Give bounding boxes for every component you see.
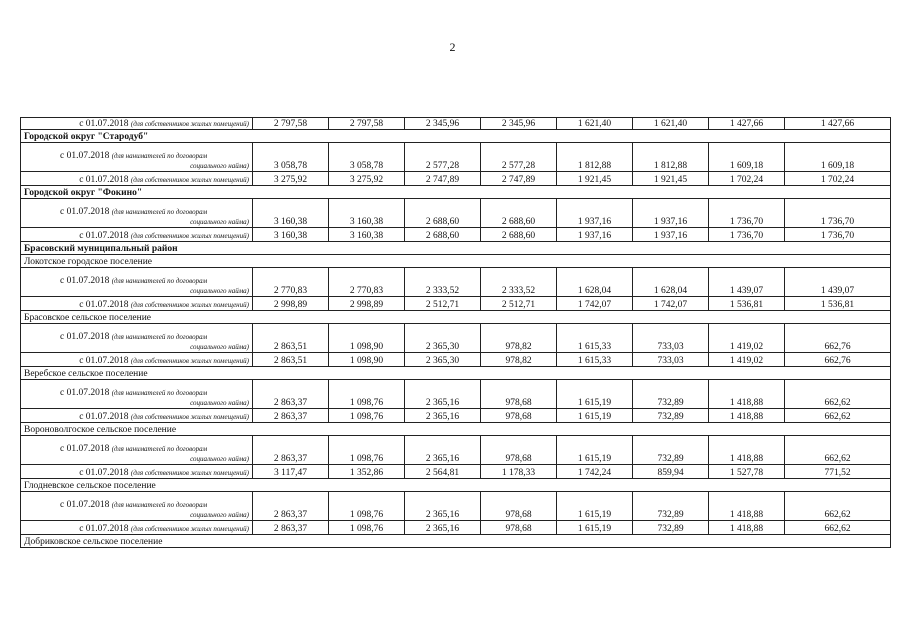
tariff-table [20,117,891,548]
table-cell-value: 1 418,88 [709,436,785,465]
table-cell-value: 1 742,24 [557,465,633,479]
table-cell-value: 771,52 [785,465,891,479]
table-cell-value: 1 178,33 [481,465,557,479]
table-cell-value: 1 536,81 [785,297,891,311]
table-cell-value: 2 863,37 [253,492,329,521]
table-cell-value: 2 797,58 [329,118,405,130]
table-cell-value: 1 615,19 [557,409,633,423]
table-cell-value: 1 615,19 [557,521,633,535]
table-cell-value: 662,62 [785,409,891,423]
table-row [21,436,891,465]
row-note: (для нанимателей по договорам [111,208,208,216]
table-cell-value: 2 863,51 [253,324,329,353]
row-note: социального найма) [190,287,249,295]
row-date: с 01.07.2018 [79,356,129,366]
table-cell-value: 1 536,81 [709,297,785,311]
table-cell-value: 1 352,86 [329,465,405,479]
table-cell-value: 2 863,37 [253,436,329,465]
section-row [21,367,891,380]
table-cell-value: 732,89 [633,492,709,521]
table-cell-value: 1 628,04 [633,268,709,297]
row-label [21,228,253,242]
row-label [21,436,253,465]
row-label-line-1 [24,468,249,478]
row-label [21,199,253,228]
row-label-line-1 [24,300,249,310]
row-note: (для нанимателей по договорам [111,389,208,397]
table-cell-value: 1 098,76 [329,436,405,465]
table-cell-value: 2 365,30 [405,353,481,367]
section-title: Веребское сельское поселение [21,367,891,380]
table-cell-value: 1 615,19 [557,380,633,409]
table-cell-value: 1 921,45 [557,172,633,186]
section-title: Локотское городское поселение [21,255,891,268]
section-title: Городской округ "Фокино" [21,186,891,199]
table-row [21,118,891,130]
section-row [21,311,891,324]
row-label-line-1 [24,356,249,366]
table-cell-value: 1 812,88 [633,143,709,172]
row-label-line-1 [24,388,249,398]
table-row [21,199,891,228]
table-cell-value: 732,89 [633,409,709,423]
table-cell-value: 1 098,90 [329,324,405,353]
table-cell-value: 1 609,18 [709,143,785,172]
row-label-line-1 [24,207,249,217]
page-number: 2 [449,40,456,54]
row-label-line-2 [24,217,249,227]
table-cell-value: 1 742,07 [557,297,633,311]
table-cell-value: 662,76 [785,324,891,353]
row-label-line-2 [24,510,249,520]
row-note: социального найма) [190,399,249,407]
table-cell-value: 3 160,38 [253,228,329,242]
table-cell-value: 1 615,33 [557,353,633,367]
section-row [21,423,891,436]
table-cell-value: 2 512,71 [405,297,481,311]
row-label-line-1 [24,175,249,185]
table-cell-value: 1 812,88 [557,143,633,172]
row-label [21,143,253,172]
table-cell-value: 1 098,76 [329,380,405,409]
table-cell-value: 1 742,07 [633,297,709,311]
table-cell-value: 2 688,60 [405,228,481,242]
table-cell-value: 1 418,88 [709,521,785,535]
row-label [21,380,253,409]
table-cell-value: 733,03 [633,324,709,353]
table-cell-value: 1 418,88 [709,409,785,423]
table-cell-value: 1 628,04 [557,268,633,297]
row-label [21,353,253,367]
table-cell-value: 1 527,78 [709,465,785,479]
row-note: (для нанимателей по договорам [111,277,208,285]
section-row [21,255,891,268]
section-title: Брасовский муниципальный район [21,242,891,255]
row-note: (для нанимателей по договорам [111,333,208,341]
table-cell-value: 2 770,83 [253,268,329,297]
table-cell-value: 1 615,19 [557,492,633,521]
section-row [21,242,891,255]
row-label-line-1 [24,524,249,534]
table-cell-value: 1 937,16 [633,228,709,242]
row-label-line-2 [24,454,249,464]
row-date: с 01.07.2018 [60,444,110,454]
row-label-line-1 [24,412,249,422]
row-label [21,521,253,535]
table-cell-value: 2 998,89 [253,297,329,311]
table-cell-value: 3 275,92 [253,172,329,186]
table-cell-value: 978,82 [481,324,557,353]
table-cell-value: 733,03 [633,353,709,367]
table-cell-value: 3 117,47 [253,465,329,479]
section-row [21,535,891,548]
table-row [21,324,891,353]
table-cell-value: 2 863,37 [253,521,329,535]
row-date: с 01.07.2018 [60,276,110,286]
table-cell-value: 978,68 [481,409,557,423]
table-cell-value: 1 419,02 [709,353,785,367]
table-cell-value: 1 098,90 [329,353,405,367]
table-cell-value: 3 058,78 [253,143,329,172]
row-label-line-1 [24,231,249,241]
table-cell-value: 1 937,16 [557,199,633,228]
table-cell-value: 1 621,40 [633,118,709,130]
row-note: (для нанимателей по договорам [111,152,208,160]
section-title: Городской округ "Стародуб" [21,130,891,143]
table-cell-value: 3 275,92 [329,172,405,186]
row-label [21,409,253,423]
row-note: (для нанимателей по договорам [111,501,208,509]
row-label-line-1 [24,151,249,161]
table-cell-value: 2 770,83 [329,268,405,297]
table-cell-value: 1 736,70 [785,228,891,242]
table-cell-value: 978,68 [481,492,557,521]
table-cell-value: 1 418,88 [709,492,785,521]
table-cell-value: 2 688,60 [481,199,557,228]
table-cell-value: 1 427,66 [785,118,891,130]
table-row [21,465,891,479]
row-note: (для собственников жилых помещений) [130,301,249,309]
row-label-line-2 [24,342,249,352]
table-cell-value: 1 702,24 [709,172,785,186]
table-cell-value: 2 863,51 [253,353,329,367]
section-title: Вороноволгоское сельское поселение [21,423,891,436]
row-label-line-1 [24,119,249,129]
table-cell-value: 2 512,71 [481,297,557,311]
table-cell-value: 2 564,81 [405,465,481,479]
table-cell-value: 2 365,16 [405,492,481,521]
table-cell-value: 1 439,07 [709,268,785,297]
row-date: с 01.07.2018 [79,175,129,185]
table-row [21,172,891,186]
table-cell-value: 2 688,60 [481,228,557,242]
table-cell-value: 978,68 [481,436,557,465]
row-note: социального найма) [190,343,249,351]
table-cell-value: 2 747,89 [405,172,481,186]
row-label [21,297,253,311]
row-date: с 01.07.2018 [79,300,129,310]
row-label-line-1 [24,276,249,286]
row-note: социального найма) [190,218,249,226]
table-cell-value: 2 345,96 [405,118,481,130]
table-cell-value: 1 937,16 [633,199,709,228]
table-cell-value: 1 439,07 [785,268,891,297]
row-note: (для собственников жилых помещений) [130,120,249,128]
row-label [21,118,253,130]
row-note: социального найма) [190,511,249,519]
table-cell-value: 2 747,89 [481,172,557,186]
table-cell-value: 2 797,58 [253,118,329,130]
table-cell-value: 2 333,52 [481,268,557,297]
table-cell-value: 662,62 [785,380,891,409]
row-note: (для собственников жилых помещений) [130,469,249,477]
table-row [21,353,891,367]
section-title: Глодневское сельское поселение [21,479,891,492]
table-row [21,492,891,521]
row-label-line-1 [24,332,249,342]
table-cell-value: 978,68 [481,521,557,535]
table-row [21,380,891,409]
table-cell-value: 2 688,60 [405,199,481,228]
table-cell-value: 662,62 [785,492,891,521]
table-row [21,143,891,172]
table-cell-value: 1 427,66 [709,118,785,130]
table-cell-value: 1 621,40 [557,118,633,130]
row-note: (для собственников жилых помещений) [130,357,249,365]
row-date: с 01.07.2018 [60,207,110,217]
table-row [21,268,891,297]
row-label-line-2 [24,398,249,408]
table-cell-value: 2 345,96 [481,118,557,130]
section-title: Добриковское сельское поселение [21,535,891,548]
table-cell-value: 2 863,37 [253,380,329,409]
row-label [21,492,253,521]
table-cell-value: 1 609,18 [785,143,891,172]
table-cell-value: 2 365,16 [405,436,481,465]
row-note: социального найма) [190,162,249,170]
section-row [21,130,891,143]
row-note: социального найма) [190,455,249,463]
row-note: (для собственников жилых помещений) [130,176,249,184]
row-label [21,268,253,297]
table-cell-value: 1 418,88 [709,380,785,409]
table-cell-value: 1 615,33 [557,324,633,353]
row-date: с 01.07.2018 [60,151,110,161]
row-note: (для собственников жилых помещений) [130,413,249,421]
table-cell-value: 2 577,28 [405,143,481,172]
table-cell-value: 2 365,16 [405,380,481,409]
table-row [21,521,891,535]
row-note: (для собственников жилых помещений) [130,232,249,240]
table-cell-value: 1 419,02 [709,324,785,353]
row-date: с 01.07.2018 [60,500,110,510]
row-label [21,172,253,186]
row-note: (для собственников жилых помещений) [130,525,249,533]
table-cell-value: 859,94 [633,465,709,479]
tariff-table-body [21,118,891,548]
table-cell-value: 662,76 [785,353,891,367]
section-row [21,479,891,492]
table-row [21,228,891,242]
table-row [21,297,891,311]
row-date: с 01.07.2018 [60,332,110,342]
table-row [21,409,891,423]
row-label-line-2 [24,286,249,296]
table-cell-value: 662,62 [785,521,891,535]
row-label-line-1 [24,444,249,454]
section-row [21,186,891,199]
section-title: Брасовское сельское поселение [21,311,891,324]
table-cell-value: 2 333,52 [405,268,481,297]
table-cell-value: 2 365,30 [405,324,481,353]
table-cell-value: 2 577,28 [481,143,557,172]
table-cell-value: 978,68 [481,380,557,409]
table-cell-value: 1 098,76 [329,409,405,423]
table-cell-value: 1 736,70 [709,199,785,228]
table-cell-value: 1 937,16 [557,228,633,242]
table-cell-value: 1 098,76 [329,521,405,535]
table-cell-value: 1 736,70 [709,228,785,242]
row-date: с 01.07.2018 [60,388,110,398]
row-note: (для нанимателей по договорам [111,445,208,453]
row-date: с 01.07.2018 [79,468,129,478]
table-cell-value: 732,89 [633,521,709,535]
row-label-line-1 [24,500,249,510]
table-cell-value: 732,89 [633,436,709,465]
table-cell-value: 2 365,16 [405,521,481,535]
table-cell-value: 1 098,76 [329,492,405,521]
table-cell-value: 3 058,78 [329,143,405,172]
row-date: с 01.07.2018 [79,119,129,129]
table-cell-value: 3 160,38 [329,199,405,228]
table-cell-value: 1 702,24 [785,172,891,186]
row-label [21,465,253,479]
row-date: с 01.07.2018 [79,412,129,422]
table-cell-value: 2 998,89 [329,297,405,311]
table-cell-value: 1 736,70 [785,199,891,228]
table-cell-value: 978,82 [481,353,557,367]
row-date: с 01.07.2018 [79,231,129,241]
row-label [21,324,253,353]
table-cell-value: 732,89 [633,380,709,409]
row-date: с 01.07.2018 [79,524,129,534]
table-cell-value: 2 365,16 [405,409,481,423]
table-cell-value: 3 160,38 [329,228,405,242]
row-label-line-2 [24,161,249,171]
table-cell-value: 1 615,19 [557,436,633,465]
table-cell-value: 3 160,38 [253,199,329,228]
table-cell-value: 2 863,37 [253,409,329,423]
table-cell-value: 1 921,45 [633,172,709,186]
table-cell-value: 662,62 [785,436,891,465]
